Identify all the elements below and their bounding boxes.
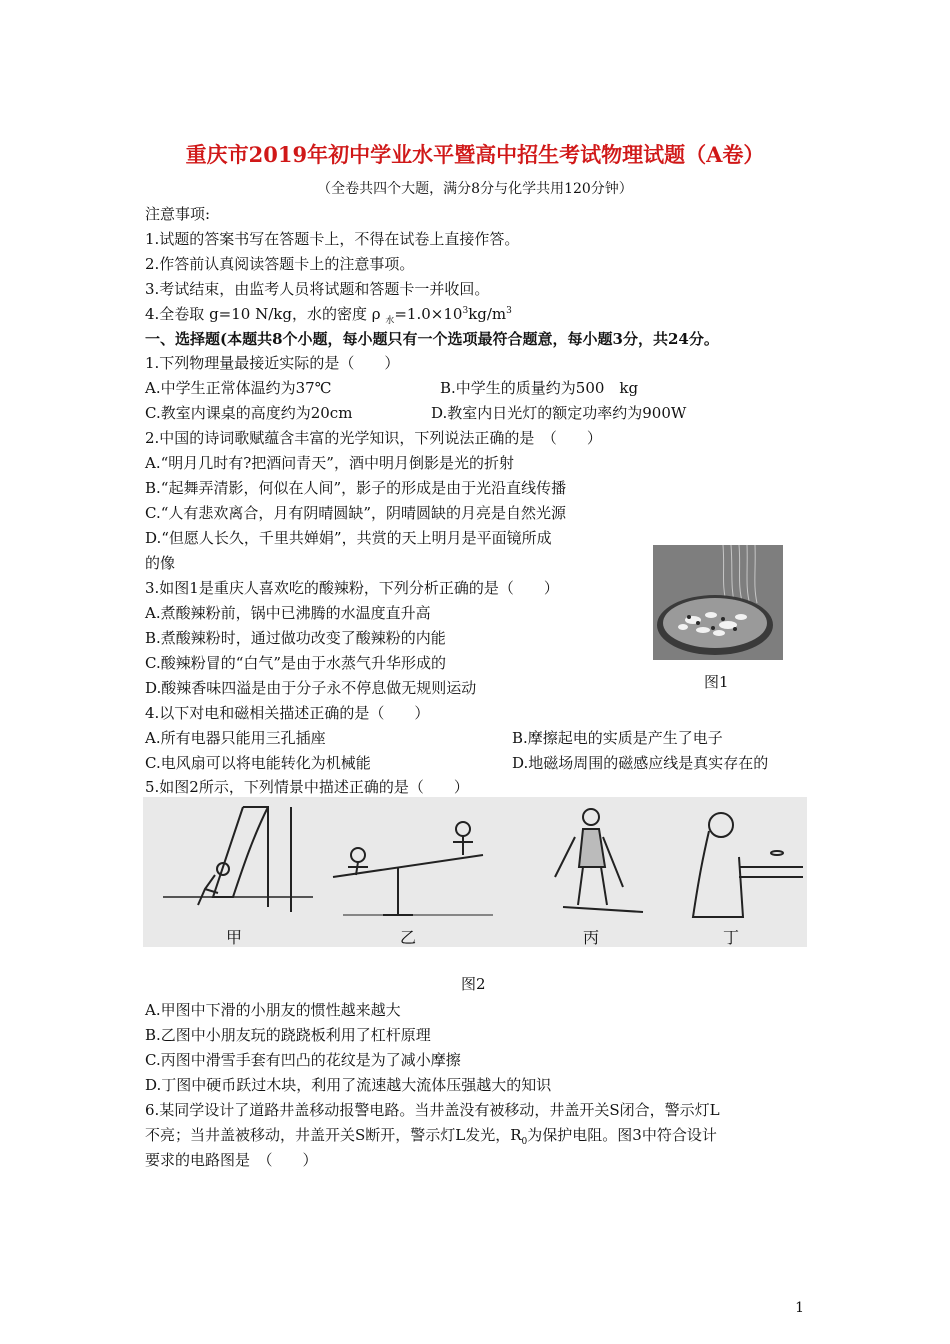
q6-line-2 [145,1125,717,1145]
q6-line-3: 要求的电路图是 （ ） [145,1151,318,1169]
note-4-sup: 3 [462,306,469,316]
q6-line-2-pre: 不亮；当井盖被移动，井盖开关S断开，警示灯L发光，R [145,1126,522,1144]
note-4-prefix: 4.全卷取 g=10 N/kg，水的密度 ρ [145,305,386,323]
section-1-heading: 一、选择题(本题共8个小题，每小题只有一个选项最符合题意，每小题3分，共24分。 [145,330,719,348]
q5-option-a: A.甲图中下滑的小朋友的惯性越来越大 [145,1001,401,1019]
q2-stem: 2.中国的诗词歌赋蕴含丰富的光学知识，下列说法正确的是 （ ） [145,429,602,447]
note-4-sup2: 3 [506,306,512,316]
exam-subtitle: （全卷共四个大题，满分8分与化学共用120分钟） [317,181,633,197]
q3-option-d: D.酸辣香味四溢是由于分子永不停息做无规则运动 [145,679,477,697]
panel-label-bing: 丙 [583,928,600,947]
q2-option-c: C.“人有悲欢离合，月有阴晴圆缺”，阴晴圆缺的月亮是自然光源 [145,504,567,522]
q5-stem: 5.如图2所示，下列情景中描述正确的是（ ） [145,778,469,796]
q2-option-d-line2: 的像 [145,554,176,572]
slide-scene-drawing [163,807,313,912]
seesaw-scene-drawing [333,822,493,915]
q1-option-b: B.中学生的质量约为500 kg [440,379,639,397]
q1-option-d: D.教室内日光灯的额定功率约为900W [431,404,687,422]
q3-option-c: C.酸辣粉冒的“白气”是由于水蒸气升华形成的 [145,654,447,672]
note-4-suffix: kg/m [468,305,507,323]
q5-option-b: B.乙图中小朋友玩的跷跷板利用了杠杆原理 [145,1026,431,1044]
q1-option-a: A.中学生正常体温约为37℃ [145,379,332,397]
q4-option-d: D.地磁场周围的磁感应线是真实存在的 [512,754,769,772]
figure-2-scenes [143,797,807,947]
q2-option-b: B.“起舞弄清影，何似在人间”，影子的形成是由于光沿直线传播 [145,479,567,497]
figure-1-noodle-bowl [653,545,783,660]
panel-label-jia: 甲 [226,928,243,947]
q2-option-a: A.“明月几时有?把酒问青天”，酒中明月倒影是光的折射 [145,454,514,472]
notes-heading: 注意事项: [145,205,211,223]
panel-label-yi: 乙 [400,928,417,947]
q5-option-d: D.丁图中硬币跃过木块，利用了流速越大流体压强越大的知识 [145,1076,552,1094]
note-2: 2.作答前认真阅读答题卡上的注意事项。 [145,255,415,273]
q5-option-c: C.丙图中滑雪手套有凹凸的花纹是为了减小摩擦 [145,1051,461,1069]
q4-option-a: A.所有电器只能用三孔插座 [145,729,326,747]
q6-line-2-post: 为保护电阻。图3中符合设计 [527,1126,717,1144]
q2-option-d-line1: D.“但愿人长久，千里共婵娟”，共赏的天上明月是平面镜所成 [145,529,552,547]
skier-scene-drawing [555,809,643,912]
q1-option-c: C.教室内课桌的高度约为20cm [145,404,353,422]
q4-option-c: C.电风扇可以将电能转化为机械能 [145,754,371,772]
q3-option-b: B.煮酸辣粉时，通过做功改变了酸辣粉的内能 [145,629,446,647]
q3-stem: 3.如图1是重庆人喜欢吃的酸辣粉，下列分析正确的是（ ） [145,579,559,597]
note-4-sub: 水 [385,316,395,326]
q6-line-1: 6.某同学设计了道路井盖移动报警电路。当井盖没有被移动，井盖开关S闭合，警示灯L [145,1101,720,1119]
panel-label-ding: 丁 [723,928,740,947]
q4-option-b: B.摩擦起电的实质是产生了电子 [512,729,723,747]
note-1: 1.试题的答案书写在答题卡上，不得在试卷上直接作答。 [145,230,520,248]
page-number: 1 [795,1300,804,1316]
q3-option-a: A.煮酸辣粉前，锅中已沸腾的水温度直升高 [145,604,431,622]
q1-stem: 1.下列物理量最接近实际的是（ ） [145,354,400,372]
figure-1-caption: 图1 [704,673,729,691]
exam-title: 重庆市2019年初中学业水平暨高中招生考试物理试题（A卷） [185,142,765,167]
note-4-mid: =1.0×10 [394,305,463,323]
note-4 [145,304,512,324]
figure-2-caption: 图2 [461,975,486,993]
coin-scene-drawing [693,813,803,917]
q6-line-2-sub: 0 [521,1137,528,1147]
note-3: 3.考试结束，由监考人员将试题和答题卡一并收回。 [145,280,490,298]
q4-stem: 4.以下对电和磁相关描述正确的是（ ） [145,704,430,722]
